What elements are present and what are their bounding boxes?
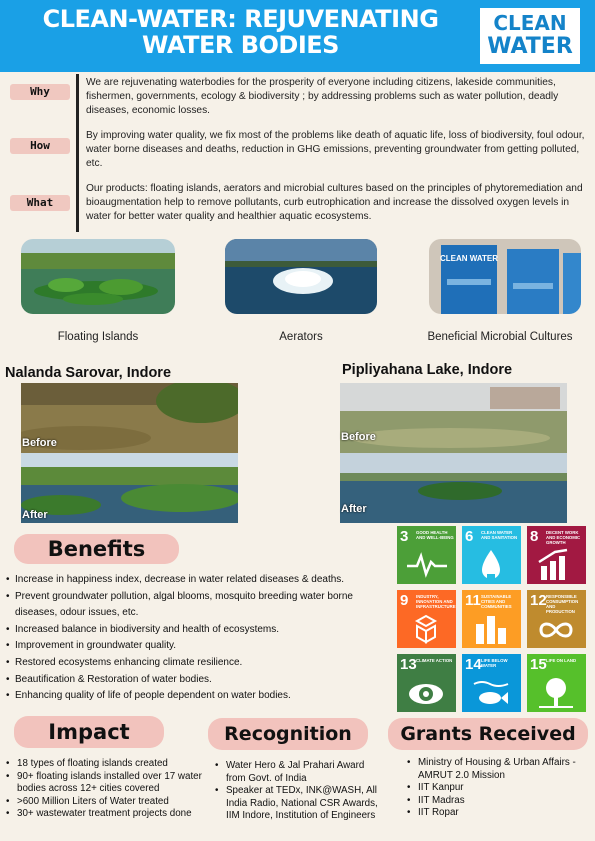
impact-item: • >600 Million Liters of Water treated [6, 796, 214, 809]
sdg-number: 15 [530, 656, 547, 673]
sdg-label: SUSTAINABLE CITIES AND COMMUNITIES [481, 594, 512, 609]
sdg-label: GOOD HEALTH AND WELL-BEING [416, 530, 454, 540]
what-label: What [10, 195, 70, 211]
impact-heading: Impact [14, 716, 164, 748]
how-label: How [10, 138, 70, 154]
sdg-number: 3 [400, 528, 409, 545]
benefits-item: • Increased balance in biodiversity and health of ecosystems. [6, 622, 376, 639]
sdg-label: CLIMATE ACTION [416, 658, 453, 663]
recognition-item: • Water Hero & Jal Prahari Award from Govt. of India [215, 760, 383, 785]
microbial-cultures-photo [429, 239, 581, 314]
benefits-list [6, 572, 376, 705]
grants-item: • IIT Kanpur [407, 782, 582, 795]
sdg-14-tile [462, 654, 521, 712]
benefits-item: • Improvement in groundwater quality. [6, 638, 376, 655]
sdg-number: 9 [400, 592, 409, 609]
sdg-15-tile [527, 654, 586, 712]
benefits-heading: Benefits [14, 534, 179, 564]
why-text: We are rejuvenating waterbodies for the prosperity of everyone including citizens, lakeside communities, fishermen, governments, ecology & biodiversity ; by addressing problems such as water pollution, deadly diseases, economic losses. [86, 77, 559, 116]
impact-list [6, 758, 214, 821]
sdg-13-tile [397, 654, 456, 712]
sdg-label: LIFE ON LAND [546, 658, 577, 663]
benefits-item: • Beautification & Restoration of water bodies. [6, 672, 376, 689]
grants-item: • IIT Ropar [407, 807, 582, 820]
sdg-number: 8 [530, 528, 539, 545]
sdg-number: 6 [465, 528, 474, 545]
recognition-heading: Recognition [208, 718, 368, 750]
recognition-item: • Speaker at TEDx, INK@WASH, All India Radio, National CSR Awards, IIM Indore, Institution of Engineers [215, 785, 383, 823]
clean-water-logo: CLEAN WATER [480, 8, 580, 64]
pipliyahana-title: Pipliyahana Lake, Indore [342, 362, 513, 378]
sdg-number: 14 [465, 656, 482, 673]
grants-item: • Ministry of Housing & Urban Affairs - AMRUT 2.0 Mission [407, 757, 582, 782]
microbial-cultures-caption: Beneficial Microbial Cultures [427, 331, 573, 343]
floating-islands-caption: Floating Islands [57, 331, 139, 343]
nalanda-after-photo [21, 453, 238, 523]
impact-item: • 18 types of floating islands created [6, 758, 214, 771]
sdg-number: 11 [465, 592, 481, 609]
recognition-list [215, 760, 383, 823]
pipliyahana-after-photo [340, 453, 567, 523]
header-banner [0, 0, 595, 72]
section-divider [76, 74, 79, 232]
what-text: Our products: floating islands, aerators and microbial cultures based on the principles of phytoremediation and bioaugmentation help to remove pollutants, curb eutrophication and increase the dissolved oxygen levels in water for better water quality and healthier aquatic ecosystems. [86, 183, 583, 222]
sdg-label: CLEAN WATER AND SANITATION [481, 530, 518, 540]
aerators-caption: Aerators [279, 331, 323, 343]
impact-item: • 90+ floating islands installed over 17 water bodies across 12+ cities covered [6, 771, 214, 796]
sdg-label: INDUSTRY, INNOVATION AND INFRASTRUCTURE [416, 594, 456, 609]
sdg-6-tile [462, 526, 521, 584]
grants-list [407, 757, 582, 820]
sdg-8-tile [527, 526, 586, 584]
sdg-12-tile [527, 590, 586, 648]
pipliyahana-before-label: Before [341, 431, 376, 443]
nalanda-after-label: After [22, 509, 48, 521]
why-label: Why [10, 84, 70, 100]
page-title: CLEAN-WATER: REJUVENATING WATER BODIES [42, 5, 439, 59]
sdg-number: 13 [400, 656, 417, 673]
aerators-photo [225, 239, 377, 314]
sdg-number: 12 [530, 592, 547, 609]
how-text: By improving water quality, we fix most of the problems like death of aquatic life, loss of biodiversity, foul odour, water borne diseases and deaths, reduction in GHG emissions, preventing groundwater from getting polluted, etc. [86, 130, 585, 169]
sdg-label: RESPONSIBLE CONSUMPTION AND PRODUCTION [546, 594, 579, 614]
nalanda-before-label: Before [22, 437, 57, 449]
benefits-item: • Increase in happiness index, decrease in water related diseases & deaths. [6, 572, 376, 589]
benefits-item: • Restored ecosystems enhancing climate resilience. [6, 655, 376, 672]
nalanda-title: Nalanda Sarovar, Indore [5, 365, 172, 381]
grants-heading: Grants Received [388, 718, 588, 750]
benefits-item: • Enhancing quality of life of people dependent on water bodies. [6, 688, 376, 705]
sdg-11-tile [462, 590, 521, 648]
impact-item: • 30+ wastewater treatment projects done [6, 808, 214, 821]
sdg-3-tile [397, 526, 456, 584]
floating-islands-photo [21, 239, 175, 314]
sdg-label: DECENT WORK AND ECONOMIC GROWTH [546, 530, 581, 545]
sdg-label: LIFE BELOW WATER [481, 658, 508, 668]
svg-text:CLEAN WATER: CLEAN WATER [439, 254, 499, 263]
pipliyahana-after-label: After [341, 503, 367, 515]
grants-item: • IIT Madras [407, 795, 582, 808]
benefits-item: • Prevent groundwater pollution, algal blooms, mosquito breeding water borne diseases, odour issues, etc. [6, 589, 376, 622]
sdg-9-tile [397, 590, 456, 648]
